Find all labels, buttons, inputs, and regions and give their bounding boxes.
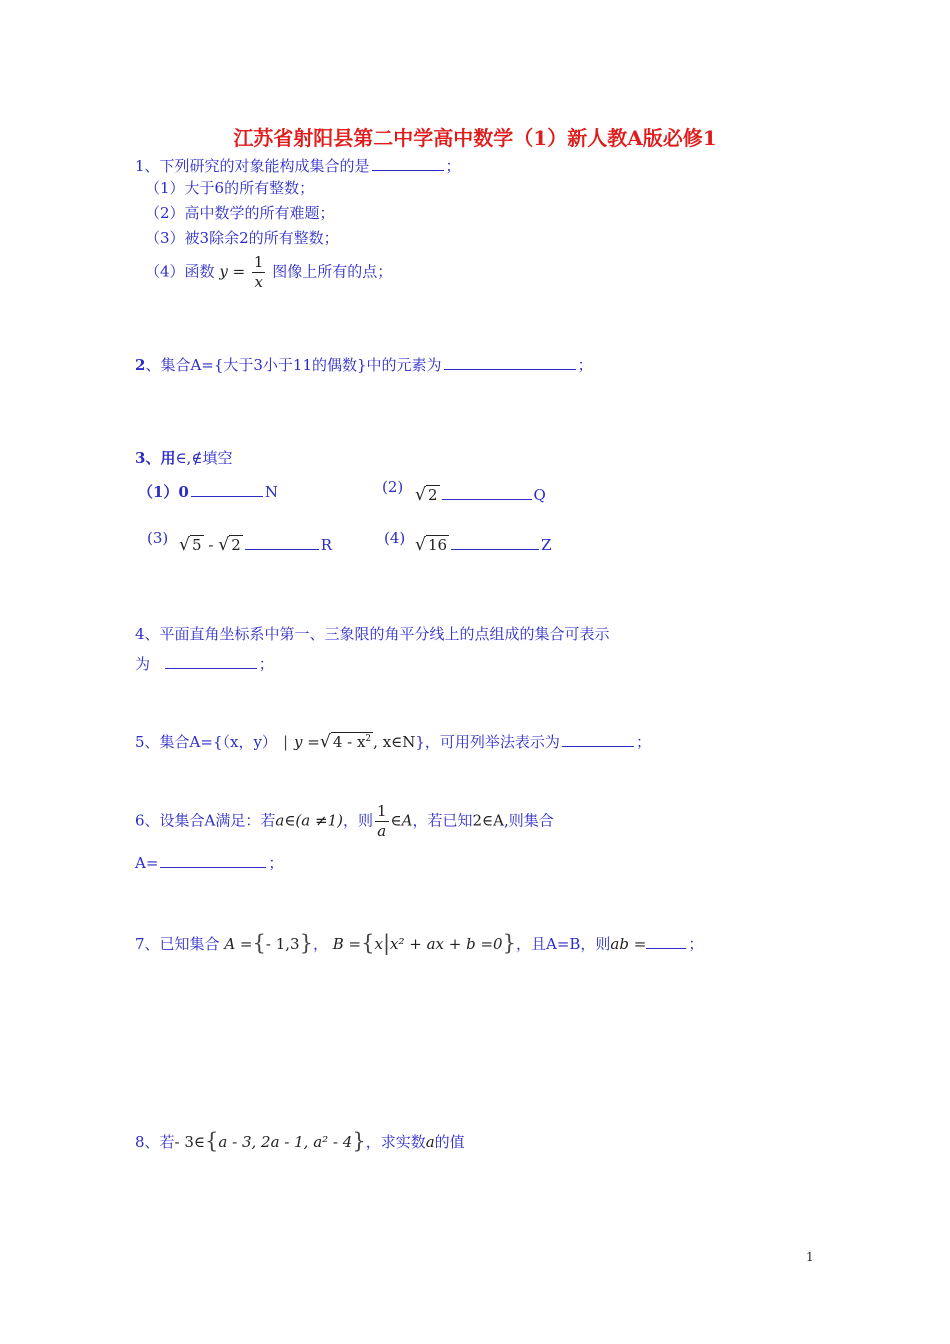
q6-mid2: ，若已知 [412,811,473,830]
q4-line-1: 4、平面直角坐标系中第一、三象限的角平分线上的点组成的集合可表示 [135,625,610,643]
q6-answer-blank[interactable] [160,852,266,868]
q5-end: ； [635,733,651,751]
q1-fraction [252,254,266,290]
q6-fraction-denominator: a [377,821,387,840]
q5-bar: | [282,733,288,751]
page-number: 1 [806,1250,814,1264]
right-brace-icon: } [299,931,313,955]
q1-item4-suffix: 图像上所有的点； [272,262,393,281]
q1-fraction-numerator: 1 [253,253,264,271]
q7-prefix: 7、已知集合 [135,935,220,953]
page-title: 江苏省射阳县第二中学高中数学（1）新人教A版必修1 [233,126,717,150]
q3-p4-set: Z [541,536,552,554]
q3-p3-radicand-a: 5 [192,536,202,554]
q5-answer-blank[interactable] [562,731,634,747]
q6-fraction [375,803,389,839]
q6-prefix: 6、设集合A满足：若 [135,811,276,830]
q1-item4-eq: y = [219,262,246,281]
q8-var: a [425,1133,435,1151]
q5-prefix: 5、集合A={（x，y） [135,733,277,751]
q7-mid: ，且A=B，则 [515,935,611,953]
q3-p3-set: R [320,536,333,554]
q6-line-1 [135,803,554,839]
q3-p2-radicand: 2 [428,486,438,504]
q5-tail: , x∈N [373,733,416,751]
q6-suffix: ,则集合 [503,811,554,830]
q6-line-2 [135,852,283,871]
q8-lhs: - 3∈ [174,1133,206,1151]
q1-fraction-denominator: x [254,272,263,291]
q2-answer-blank[interactable] [444,354,576,370]
divider-bar-icon: | [382,931,391,955]
left-brace-icon: { [361,931,375,955]
q7-set-a [224,931,313,955]
q3-p1-blank[interactable] [191,481,263,497]
q3-p3-blank[interactable] [245,534,319,550]
q8-set-body: a - 3, 2a - 1, a² - 4 [218,1133,353,1151]
q5-line [135,731,651,751]
q6-mid: ，则 [342,811,373,830]
q2-stem: 、集合A={大于3小于11的偶数}中的元素为 [145,356,442,374]
q7-comma: ， [312,935,328,953]
q5-radicand-box [331,732,373,751]
q7-set-b-eq: x² + ax + b =0 [390,935,503,953]
q4-end: ； [258,655,274,673]
q8-suffix: ，求实数 [365,1133,426,1151]
q1-item-1: （1）大于6的所有整数； [145,179,315,197]
q5-exponent: 2 [365,734,372,744]
q3-stem-line [135,451,232,466]
q3-symbols: ∈,∉ [175,449,203,467]
q3-p2-set: Q [533,486,546,504]
q3-p2-label: (2) [382,478,404,496]
q5-condition [294,733,415,751]
q5-radicand: 4 - x [332,733,366,751]
q3-p1-label: （1）0 [138,483,189,501]
q3-p4-radical [415,536,449,554]
q5-suffix: }，可用列举法表示为 [415,733,560,751]
q4-answer-blank[interactable] [165,653,257,669]
q7-set-b-var: x [374,935,383,953]
q8-line [135,1131,465,1152]
q3-stem-rest: 填空 [202,449,233,467]
q8-end: 的值 [434,1133,465,1151]
q7-line [135,933,703,954]
q1-answer-blank[interactable] [372,155,444,171]
q3-p2-blank[interactable] [442,484,532,500]
q1-item4-prefix: （4）函数 [145,262,215,281]
q1-item-2: （2）高中数学的所有难题； [145,204,335,222]
q7-ab: ab = [610,935,647,953]
q1-stem-line [135,155,461,174]
q3-p3-radicand-b: 2 [231,536,241,554]
q7-answer-blank[interactable] [646,933,686,949]
q8-set [205,1129,366,1153]
q1-item-4 [145,254,392,290]
q3-p1-set: N [264,483,278,501]
q3-part-2 [415,484,546,504]
q7-end: ； [688,935,704,953]
q7-set-b-lhs: B = [332,935,362,953]
sqrt-icon: √ [415,485,426,505]
sqrt-icon: √ [319,732,331,752]
sqrt-icon: √ [179,535,190,555]
q7-set-a-body: - 1,3 [265,935,300,953]
q3-part-4 [415,534,552,554]
q1-item-3: （3）被3除余2的所有整数； [145,229,339,247]
q7-set-a-lhs: A = [224,935,253,953]
right-brace-icon: } [352,1129,366,1153]
q3-stem-bold: 、用 [145,449,176,467]
q4-line2-prefix: 为 [135,655,151,673]
q4-line-2 [135,653,274,672]
q3-p3-minus: - [208,536,214,554]
right-brace-icon: } [502,931,516,955]
q6-line2: A= [135,854,159,872]
q3-part-1 [138,481,278,500]
q6-known: 2∈A [472,811,504,830]
q7-set-b [332,931,516,955]
q3-number: 3 [135,449,146,467]
q2-end: ； [577,356,593,374]
q6-fraction-numerator: 1 [376,802,387,820]
q2-number: 2 [135,356,146,374]
q6-end: ； [268,854,284,872]
q3-p4-radicand: 16 [428,536,448,554]
q6-in-a: ∈A [390,811,413,830]
q3-part-3 [179,534,332,554]
q6-condition: a∈(a ≠1) [275,811,343,830]
q2-line [135,354,593,373]
sqrt-icon: √ [415,535,426,555]
q3-p4-blank[interactable] [451,534,539,550]
q3-p4-label: (4) [384,529,406,547]
q5-eq-y: y = [294,733,320,751]
left-brace-icon: { [205,1129,219,1153]
q3-p3-expr [179,536,243,554]
sqrt-icon: √ [218,535,230,555]
q1-stem: 1、下列研究的对象能构成集合的是 [135,157,370,175]
q3-p3-label: (3) [147,529,169,547]
q8-prefix: 8、若 [135,1133,175,1151]
left-brace-icon: { [252,931,266,955]
q3-p2-radical [415,486,440,504]
q1-end: ； [445,157,461,175]
